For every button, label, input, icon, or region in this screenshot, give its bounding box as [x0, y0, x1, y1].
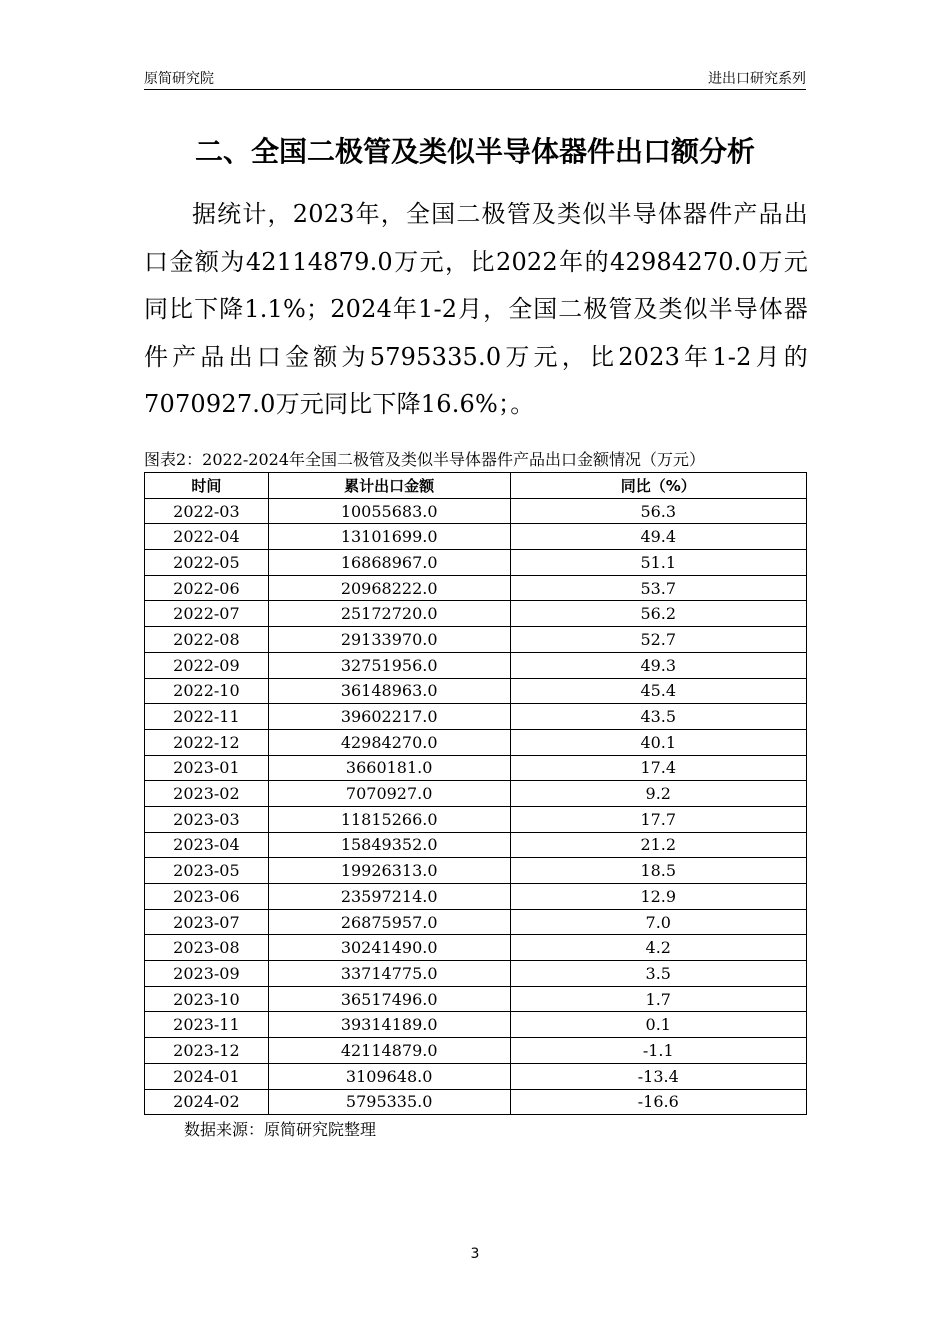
cell-time: 2022-10 [145, 678, 269, 704]
table-row [145, 678, 807, 704]
table-row [145, 832, 807, 858]
cell-cumulative-export: 42114879.0 [268, 1038, 510, 1064]
cell-time: 2022-07 [145, 601, 269, 627]
table-row [145, 781, 807, 807]
data-source: 数据来源：原简研究院整理 [184, 1120, 377, 1139]
table-row [145, 704, 807, 730]
cell-time: 2022-09 [145, 652, 269, 678]
cell-cumulative-export: 30241490.0 [268, 935, 510, 961]
table-row [145, 1089, 807, 1115]
cell-time: 2022-05 [145, 550, 269, 576]
cell-cumulative-export: 26875957.0 [268, 909, 510, 935]
cell-time: 2022-11 [145, 704, 269, 730]
cell-time: 2023-05 [145, 858, 269, 884]
cell-yoy: 1.7 [510, 986, 806, 1012]
header-series: 进出口研究系列 [708, 71, 806, 87]
cell-yoy: 17.4 [510, 755, 806, 781]
table-row [145, 627, 807, 653]
table-row [145, 986, 807, 1012]
cell-time: 2023-03 [145, 806, 269, 832]
cell-cumulative-export: 13101699.0 [268, 524, 510, 550]
cell-cumulative-export: 19926313.0 [268, 858, 510, 884]
cell-time: 2023-04 [145, 832, 269, 858]
table-caption: 图表2：2022-2024年全国二极管及类似半导体器件产品出口金额情况（万元） [144, 450, 706, 469]
cell-time: 2024-02 [145, 1089, 269, 1115]
table-row [145, 909, 807, 935]
cell-cumulative-export: 23597214.0 [268, 884, 510, 910]
cell-cumulative-export: 42984270.0 [268, 729, 510, 755]
cell-cumulative-export: 29133970.0 [268, 627, 510, 653]
header-time: 时间 [145, 473, 269, 499]
table-row [145, 935, 807, 961]
cell-cumulative-export: 10055683.0 [268, 498, 510, 524]
cell-yoy: 4.2 [510, 935, 806, 961]
export-table [144, 472, 807, 1115]
cell-cumulative-export: 39602217.0 [268, 704, 510, 730]
table-row [145, 884, 807, 910]
table-row [145, 806, 807, 832]
table-row [145, 498, 807, 524]
cell-yoy: 40.1 [510, 729, 806, 755]
section-title: 二、全国二极管及类似半导体器件出口额分析 [194, 135, 755, 168]
cell-yoy: 56.2 [510, 601, 806, 627]
cell-yoy: 7.0 [510, 909, 806, 935]
header-yoy: 同比（%） [510, 473, 806, 499]
cell-time: 2024-01 [145, 1063, 269, 1089]
table-row [145, 755, 807, 781]
cell-cumulative-export: 15849352.0 [268, 832, 510, 858]
table-header-row [145, 473, 807, 499]
cell-cumulative-export: 39314189.0 [268, 1012, 510, 1038]
cell-time: 2023-08 [145, 935, 269, 961]
cell-yoy: -1.1 [510, 1038, 806, 1064]
table-row [145, 524, 807, 550]
cell-time: 2022-12 [145, 729, 269, 755]
table-row [145, 652, 807, 678]
cell-yoy: 21.2 [510, 832, 806, 858]
cell-cumulative-export: 25172720.0 [268, 601, 510, 627]
cell-cumulative-export: 3660181.0 [268, 755, 510, 781]
header-rule [144, 89, 806, 90]
cell-yoy: 49.4 [510, 524, 806, 550]
cell-cumulative-export: 16868967.0 [268, 550, 510, 576]
cell-time: 2023-01 [145, 755, 269, 781]
cell-yoy: 0.1 [510, 1012, 806, 1038]
table-row [145, 1038, 807, 1064]
cell-yoy: 49.3 [510, 652, 806, 678]
cell-yoy: -13.4 [510, 1063, 806, 1089]
cell-yoy: 43.5 [510, 704, 806, 730]
cell-cumulative-export: 11815266.0 [268, 806, 510, 832]
cell-time: 2023-10 [145, 986, 269, 1012]
cell-yoy: 45.4 [510, 678, 806, 704]
table-row [145, 961, 807, 987]
cell-time: 2023-09 [145, 961, 269, 987]
cell-time: 2022-06 [145, 575, 269, 601]
body-paragraph: 据统计，2023年，全国二极管及类似半导体器件产品出口金额为42114879.0万元，比2022年的42984270.0万元同比下降1.1%；2024年1-2月，全国二极管及类似半导体器件产品出口金额为5795335.0万元，比2023年1-2月的7070927.0万元同比下降16.6%；。 [144, 200, 808, 418]
cell-cumulative-export: 7070927.0 [268, 781, 510, 807]
cell-cumulative-export: 32751956.0 [268, 652, 510, 678]
cell-yoy: -16.6 [510, 1089, 806, 1115]
table-row [145, 1063, 807, 1089]
cell-yoy: 3.5 [510, 961, 806, 987]
cell-cumulative-export: 36517496.0 [268, 986, 510, 1012]
cell-yoy: 52.7 [510, 627, 806, 653]
cell-yoy: 9.2 [510, 781, 806, 807]
header-cumulative-export: 累计出口金额 [268, 473, 510, 499]
cell-time: 2023-11 [145, 1012, 269, 1038]
cell-yoy: 56.3 [510, 498, 806, 524]
table-row [145, 729, 807, 755]
cell-time: 2023-06 [145, 884, 269, 910]
cell-time: 2022-08 [145, 627, 269, 653]
cell-time: 2022-03 [145, 498, 269, 524]
cell-time: 2022-04 [145, 524, 269, 550]
cell-cumulative-export: 36148963.0 [268, 678, 510, 704]
cell-cumulative-export: 3109648.0 [268, 1063, 510, 1089]
cell-cumulative-export: 33714775.0 [268, 961, 510, 987]
cell-yoy: 18.5 [510, 858, 806, 884]
cell-yoy: 17.7 [510, 806, 806, 832]
cell-yoy: 53.7 [510, 575, 806, 601]
table-row [145, 550, 807, 576]
cell-cumulative-export: 20968222.0 [268, 575, 510, 601]
cell-time: 2023-12 [145, 1038, 269, 1064]
table-row [145, 1012, 807, 1038]
cell-yoy: 51.1 [510, 550, 806, 576]
table-row [145, 601, 807, 627]
cell-time: 2023-07 [145, 909, 269, 935]
cell-yoy: 12.9 [510, 884, 806, 910]
table-row [145, 858, 807, 884]
page-number: 3 [470, 1246, 480, 1262]
table-row [145, 575, 807, 601]
cell-time: 2023-02 [145, 781, 269, 807]
cell-cumulative-export: 5795335.0 [268, 1089, 510, 1115]
header-org: 原简研究院 [144, 71, 214, 87]
